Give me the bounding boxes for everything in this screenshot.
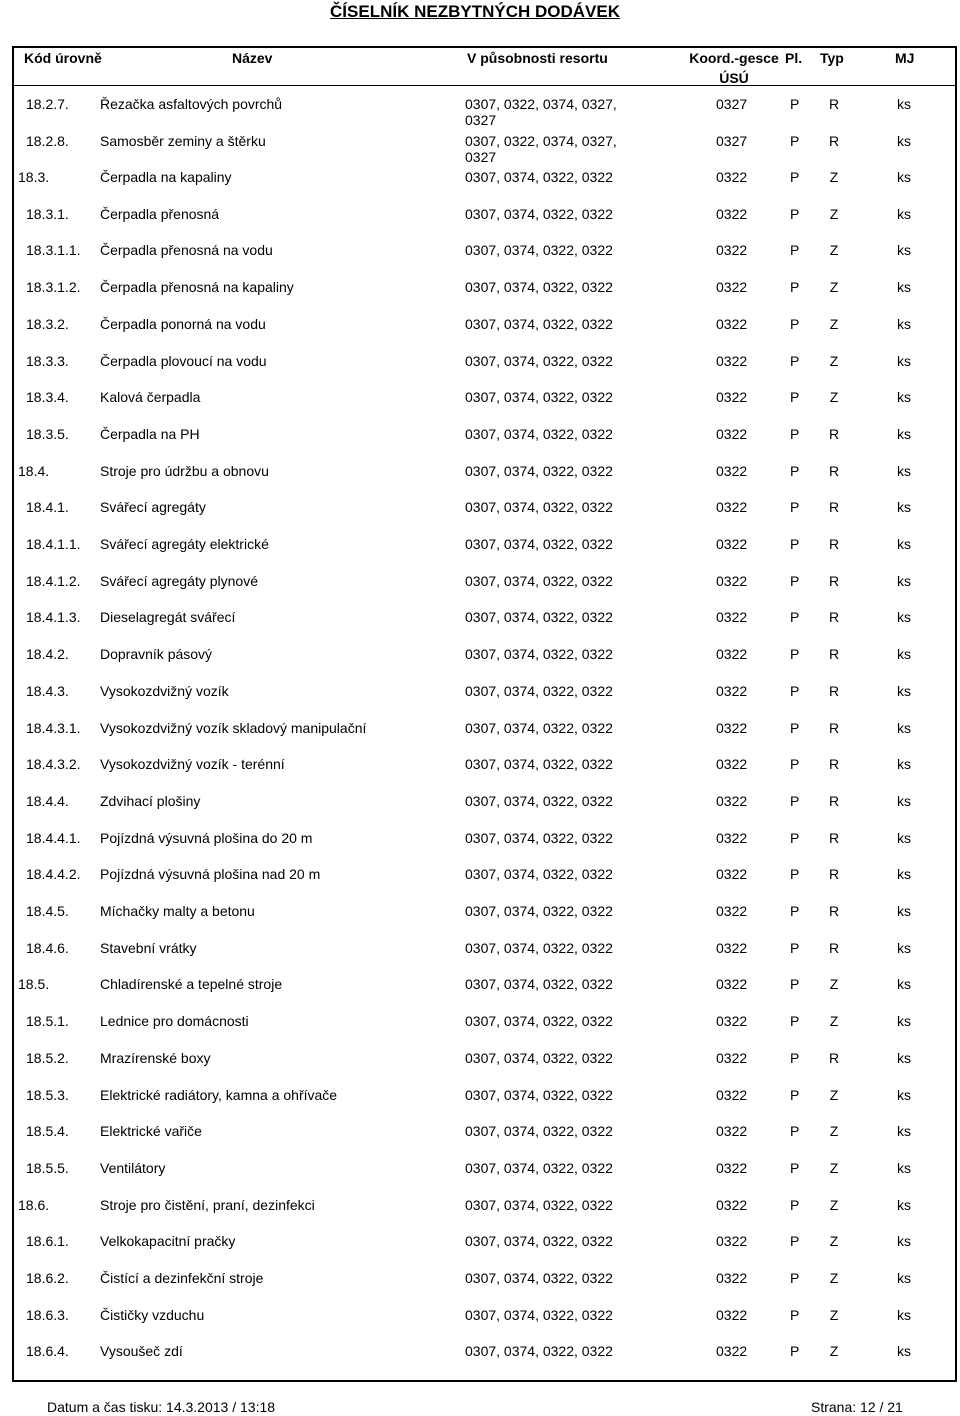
row-typ: R <box>828 646 840 663</box>
row-resort: 0307, 0374, 0322, 0322 <box>465 352 613 369</box>
row-pl: P <box>790 1270 800 1286</box>
row-typ: Z <box>829 315 839 332</box>
row-typ: R <box>828 133 840 149</box>
row-pl: P <box>790 756 800 773</box>
row-typ: R <box>828 462 840 479</box>
row-gesce: 0322 <box>716 1159 748 1176</box>
row-gesce: 0322 <box>716 279 748 296</box>
row-gesce: 0322 <box>716 719 748 736</box>
row-pl: P <box>790 719 800 736</box>
row-code: 18.2.7. <box>26 96 69 112</box>
header-gesce-line2: ÚSÚ <box>719 70 749 86</box>
row-mj: ks <box>897 536 911 552</box>
row-gesce: 0322 <box>716 1306 748 1323</box>
row-mj: ks <box>897 315 911 332</box>
row-mj: ks <box>897 279 911 296</box>
row-name: Čerpadla přenosná na vodu <box>100 242 273 259</box>
row-mj: ks <box>897 939 911 956</box>
row-mj: ks <box>897 1270 911 1286</box>
row-pl: P <box>790 315 800 332</box>
row-code: 18.4.3.2. <box>26 756 81 773</box>
row-pl: P <box>790 205 800 222</box>
row-typ: R <box>828 939 840 956</box>
row-mj: ks <box>897 242 911 259</box>
row-pl: P <box>790 242 800 259</box>
row-resort: 0307, 0322, 0374, 0327, 0327 <box>465 96 617 128</box>
row-typ: Z <box>829 976 839 993</box>
row-pl: P <box>790 1013 800 1030</box>
row-mj: ks <box>897 646 911 663</box>
page-number: Strana: 12 / 21 <box>811 1399 903 1415</box>
row-name: Svářecí agregáty elektrické <box>100 536 269 552</box>
row-gesce: 0322 <box>716 499 748 516</box>
row-mj: ks <box>897 1233 911 1250</box>
header-gesce-line1: Koord.-gesce <box>689 50 779 66</box>
row-name: Čerpadla plovoucí na vodu <box>100 352 267 369</box>
row-mj: ks <box>897 976 911 993</box>
row-code: 18.4.1.2. <box>26 572 81 589</box>
row-pl: P <box>790 866 800 883</box>
row-resort: 0307, 0374, 0322, 0322 <box>465 903 613 919</box>
row-gesce: 0322 <box>716 866 748 883</box>
row-name: Čerpadla ponorná na vodu <box>100 315 266 332</box>
row-gesce: 0322 <box>716 389 748 406</box>
row-pl: P <box>790 133 800 149</box>
row-pl: P <box>790 646 800 663</box>
row-resort: 0307, 0374, 0322, 0322 <box>465 499 613 516</box>
row-name: Stavební vrátky <box>100 939 197 956</box>
row-pl: P <box>790 903 800 919</box>
row-name: Dieselagregát svářecí <box>100 609 236 626</box>
row-typ: R <box>828 719 840 736</box>
row-gesce: 0322 <box>716 315 748 332</box>
row-gesce: 0327 <box>716 133 748 149</box>
row-name: Dopravník pásový <box>100 646 213 663</box>
row-mj: ks <box>897 389 911 406</box>
row-mj: ks <box>897 352 911 369</box>
row-name: Stroje pro údržbu a obnovu <box>100 462 269 479</box>
row-typ: R <box>828 903 840 919</box>
row-resort: 0307, 0374, 0322, 0322 <box>465 205 613 222</box>
row-resort: 0307, 0374, 0322, 0322 <box>465 756 613 773</box>
row-gesce: 0322 <box>716 242 748 259</box>
row-typ: R <box>828 572 840 589</box>
row-name: Pojízdná výsuvná plošina do 20 m <box>100 829 313 846</box>
row-resort: 0307, 0374, 0322, 0322 <box>465 572 613 589</box>
row-mj: ks <box>897 903 911 919</box>
row-code: 18.4.4. <box>26 792 69 809</box>
row-code: 18.6. <box>18 1196 50 1213</box>
row-name: Velkokapacitní pračky <box>100 1233 236 1250</box>
row-pl: P <box>790 425 800 442</box>
row-name: Kalová čerpadla <box>100 389 201 406</box>
row-typ: Z <box>829 1233 839 1250</box>
row-pl: P <box>790 682 800 699</box>
row-name: Míchačky malty a betonu <box>100 903 255 919</box>
row-code: 18.5.2. <box>26 1049 69 1066</box>
row-code: 18.6.1. <box>26 1233 69 1250</box>
row-gesce: 0322 <box>716 1086 748 1103</box>
row-typ: Z <box>829 279 839 296</box>
row-gesce: 0322 <box>716 1233 748 1250</box>
row-mj: ks <box>897 1049 911 1066</box>
row-resort: 0307, 0374, 0322, 0322 <box>465 1013 613 1030</box>
row-code: 18.5.4. <box>26 1123 69 1140</box>
row-name: Pojízdná výsuvná plošina nad 20 m <box>100 866 321 883</box>
row-name: Vysokozdvižný vozík skladový manipulační <box>100 719 367 736</box>
row-name: Řezačka asfaltových povrchů <box>100 96 283 112</box>
row-gesce: 0322 <box>716 425 748 442</box>
row-code: 18.6.3. <box>26 1306 69 1323</box>
row-name: Lednice pro domácnosti <box>100 1013 249 1030</box>
row-resort: 0307, 0374, 0322, 0322 <box>465 719 613 736</box>
row-code: 18.4.1.1. <box>26 536 81 552</box>
row-mj: ks <box>897 499 911 516</box>
row-gesce: 0322 <box>716 646 748 663</box>
row-pl: P <box>790 1233 800 1250</box>
row-gesce: 0322 <box>716 205 748 222</box>
row-name: Chladírenské a tepelné stroje <box>100 976 283 993</box>
row-code: 18.4.6. <box>26 939 69 956</box>
row-name: Čerpadla na kapaliny <box>100 169 232 185</box>
row-code: 18.3.4. <box>26 389 69 406</box>
row-typ: Z <box>829 352 839 369</box>
row-pl: P <box>790 792 800 809</box>
row-code: 18.4.4.1. <box>26 829 81 846</box>
row-resort: 0307, 0374, 0322, 0322 <box>465 425 613 442</box>
row-gesce: 0322 <box>716 169 748 185</box>
row-typ: Z <box>829 1306 839 1323</box>
row-typ: Z <box>829 1159 839 1176</box>
row-pl: P <box>790 1123 800 1140</box>
header-mj: MJ <box>895 50 915 66</box>
row-code: 18.4.5. <box>26 903 69 919</box>
row-pl: P <box>790 609 800 626</box>
row-mj: ks <box>897 1196 911 1213</box>
row-resort: 0307, 0374, 0322, 0322 <box>465 682 613 699</box>
row-typ: Z <box>829 242 839 259</box>
row-code: 18.3.5. <box>26 425 69 442</box>
row-resort: 0307, 0374, 0322, 0322 <box>465 462 613 479</box>
row-name: Elektrické vařiče <box>100 1123 202 1140</box>
row-gesce: 0322 <box>716 352 748 369</box>
row-mj: ks <box>897 462 911 479</box>
row-resort: 0307, 0374, 0322, 0322 <box>465 536 613 552</box>
row-pl: P <box>790 1086 800 1103</box>
row-code: 18.3.1.2. <box>26 279 81 296</box>
row-name: Mrazírenské boxy <box>100 1049 211 1066</box>
row-name: Stroje pro čistění, praní, dezinfekci <box>100 1196 315 1213</box>
row-typ: R <box>828 829 840 846</box>
row-resort: 0307, 0374, 0322, 0322 <box>465 646 613 663</box>
row-code: 18.5.3. <box>26 1086 69 1103</box>
row-pl: P <box>790 96 800 112</box>
row-resort: 0307, 0374, 0322, 0322 <box>465 279 613 296</box>
row-resort: 0307, 0374, 0322, 0322 <box>465 829 613 846</box>
row-gesce: 0322 <box>716 1123 748 1140</box>
row-code: 18.4.3. <box>26 682 69 699</box>
row-resort: 0307, 0374, 0322, 0322 <box>465 939 613 956</box>
row-typ: R <box>828 756 840 773</box>
row-gesce: 0322 <box>716 756 748 773</box>
row-pl: P <box>790 536 800 552</box>
row-code: 18.3.2. <box>26 315 69 332</box>
row-pl: P <box>790 169 800 185</box>
row-typ: Z <box>829 389 839 406</box>
row-gesce: 0322 <box>716 609 748 626</box>
row-typ: R <box>828 1049 840 1066</box>
row-name: Čerpadla přenosná <box>100 205 220 222</box>
row-mj: ks <box>897 169 911 185</box>
row-name: Čerpadla na PH <box>100 425 200 442</box>
row-mj: ks <box>897 719 911 736</box>
row-code: 18.3.1.1. <box>26 242 81 259</box>
row-code: 18.6.4. <box>26 1343 69 1360</box>
row-name: Svářecí agregáty <box>100 499 206 516</box>
row-name: Čerpadla přenosná na kapaliny <box>100 279 294 296</box>
row-mj: ks <box>897 682 911 699</box>
row-pl: P <box>790 389 800 406</box>
row-gesce: 0322 <box>716 682 748 699</box>
row-typ: R <box>828 96 840 112</box>
row-name: Svářecí agregáty plynové <box>100 572 258 589</box>
row-pl: P <box>790 829 800 846</box>
row-pl: P <box>790 1343 800 1360</box>
row-name: Vysoušeč zdí <box>100 1343 183 1360</box>
row-gesce: 0322 <box>716 1270 748 1286</box>
row-mj: ks <box>897 792 911 809</box>
row-resort: 0307, 0374, 0322, 0322 <box>465 1343 613 1360</box>
row-typ: R <box>828 682 840 699</box>
row-typ: Z <box>829 1270 839 1286</box>
row-name: Elektrické radiátory, kamna a ohřívače <box>100 1086 338 1103</box>
row-typ: Z <box>829 1013 839 1030</box>
row-mj: ks <box>897 425 911 442</box>
row-resort: 0307, 0374, 0322, 0322 <box>465 792 613 809</box>
row-pl: P <box>790 1049 800 1066</box>
row-gesce: 0322 <box>716 462 748 479</box>
row-pl: P <box>790 572 800 589</box>
row-gesce: 0322 <box>716 1013 748 1030</box>
row-resort: 0307, 0322, 0374, 0327, 0327 <box>465 133 617 165</box>
header-code: Kód úrovně <box>24 50 102 66</box>
row-pl: P <box>790 976 800 993</box>
header-typ: Typ <box>820 50 844 66</box>
row-typ: R <box>828 609 840 626</box>
row-pl: P <box>790 1159 800 1176</box>
row-mj: ks <box>897 1013 911 1030</box>
row-resort: 0307, 0374, 0322, 0322 <box>465 1233 613 1250</box>
row-resort: 0307, 0374, 0322, 0322 <box>465 1123 613 1140</box>
row-gesce: 0322 <box>716 1343 748 1360</box>
row-resort: 0307, 0374, 0322, 0322 <box>465 1270 613 1286</box>
row-code: 18.4.1.3. <box>26 609 81 626</box>
row-code: 18.5.1. <box>26 1013 69 1030</box>
row-mj: ks <box>897 866 911 883</box>
row-typ: Z <box>829 1196 839 1213</box>
row-resort: 0307, 0374, 0322, 0322 <box>465 609 613 626</box>
row-gesce: 0322 <box>716 939 748 956</box>
row-gesce: 0322 <box>716 1196 748 1213</box>
row-mj: ks <box>897 572 911 589</box>
row-typ: Z <box>829 1343 839 1360</box>
row-mj: ks <box>897 1159 911 1176</box>
row-resort: 0307, 0374, 0322, 0322 <box>465 1159 613 1176</box>
row-name: Vysokozdvižný vozík - terénní <box>100 756 285 773</box>
row-typ: R <box>828 866 840 883</box>
row-resort: 0307, 0374, 0322, 0322 <box>465 169 613 185</box>
row-gesce: 0327 <box>716 96 748 112</box>
row-code: 18.4.3.1. <box>26 719 81 736</box>
row-name: Samosběr zeminy a štěrku <box>100 133 266 149</box>
row-name: Zdvihací plošiny <box>100 792 201 809</box>
row-name: Čističky vzduchu <box>100 1306 205 1323</box>
row-mj: ks <box>897 1123 911 1140</box>
row-name: Čistící a dezinfekční stroje <box>100 1270 264 1286</box>
row-name: Vysokozdvižný vozík <box>100 682 229 699</box>
row-typ: R <box>828 536 840 552</box>
header-pl: Pl. <box>785 50 803 66</box>
row-typ: R <box>828 499 840 516</box>
row-code: 18.6.2. <box>26 1270 69 1286</box>
row-pl: P <box>790 462 800 479</box>
row-pl: P <box>790 352 800 369</box>
row-code: 18.3. <box>18 169 50 185</box>
row-mj: ks <box>897 1343 911 1360</box>
row-mj: ks <box>897 96 911 112</box>
row-code: 18.3.3. <box>26 352 69 369</box>
row-mj: ks <box>897 756 911 773</box>
header-name: Název <box>232 50 273 66</box>
row-code: 18.4. <box>18 462 50 479</box>
row-gesce: 0322 <box>716 903 748 919</box>
row-typ: Z <box>829 1123 839 1140</box>
row-resort: 0307, 0374, 0322, 0322 <box>465 1196 613 1213</box>
row-code: 18.5.5. <box>26 1159 69 1176</box>
row-gesce: 0322 <box>716 1049 748 1066</box>
row-mj: ks <box>897 133 911 149</box>
row-code: 18.3.1. <box>26 205 69 222</box>
row-resort: 0307, 0374, 0322, 0322 <box>465 1306 613 1323</box>
row-mj: ks <box>897 205 911 222</box>
row-code: 18.5. <box>18 976 50 993</box>
header-resort: V působnosti resortu <box>467 50 608 66</box>
row-mj: ks <box>897 609 911 626</box>
row-gesce: 0322 <box>716 572 748 589</box>
print-date: Datum a čas tisku: 14.3.2013 / 13:18 <box>47 1399 276 1415</box>
row-gesce: 0322 <box>716 829 748 846</box>
row-resort: 0307, 0374, 0322, 0322 <box>465 1086 613 1103</box>
row-code: 18.2.8. <box>26 133 69 149</box>
row-gesce: 0322 <box>716 976 748 993</box>
row-resort: 0307, 0374, 0322, 0322 <box>465 242 613 259</box>
row-typ: Z <box>829 205 839 222</box>
document-title: ČÍSELNÍK NEZBYTNÝCH DODÁVEK <box>330 2 620 21</box>
row-pl: P <box>790 939 800 956</box>
row-mj: ks <box>897 1086 911 1103</box>
row-typ: R <box>828 792 840 809</box>
row-mj: ks <box>897 1306 911 1323</box>
header-gesce <box>669 48 799 88</box>
row-pl: P <box>790 1196 800 1213</box>
row-typ: Z <box>829 1086 839 1103</box>
row-pl: P <box>790 279 800 296</box>
row-code: 18.4.2. <box>26 646 69 663</box>
row-resort: 0307, 0374, 0322, 0322 <box>465 315 613 332</box>
row-pl: P <box>790 1306 800 1323</box>
row-typ: R <box>828 425 840 442</box>
row-resort: 0307, 0374, 0322, 0322 <box>465 866 613 883</box>
row-mj: ks <box>897 829 911 846</box>
row-resort: 0307, 0374, 0322, 0322 <box>465 1049 613 1066</box>
row-code: 18.4.1. <box>26 499 69 516</box>
table-header <box>12 46 957 86</box>
row-typ: Z <box>829 169 839 185</box>
row-gesce: 0322 <box>716 536 748 552</box>
row-code: 18.4.4.2. <box>26 866 81 883</box>
row-name: Ventilátory <box>100 1159 166 1176</box>
row-resort: 0307, 0374, 0322, 0322 <box>465 389 613 406</box>
row-gesce: 0322 <box>716 792 748 809</box>
row-pl: P <box>790 499 800 516</box>
row-resort: 0307, 0374, 0322, 0322 <box>465 976 613 993</box>
